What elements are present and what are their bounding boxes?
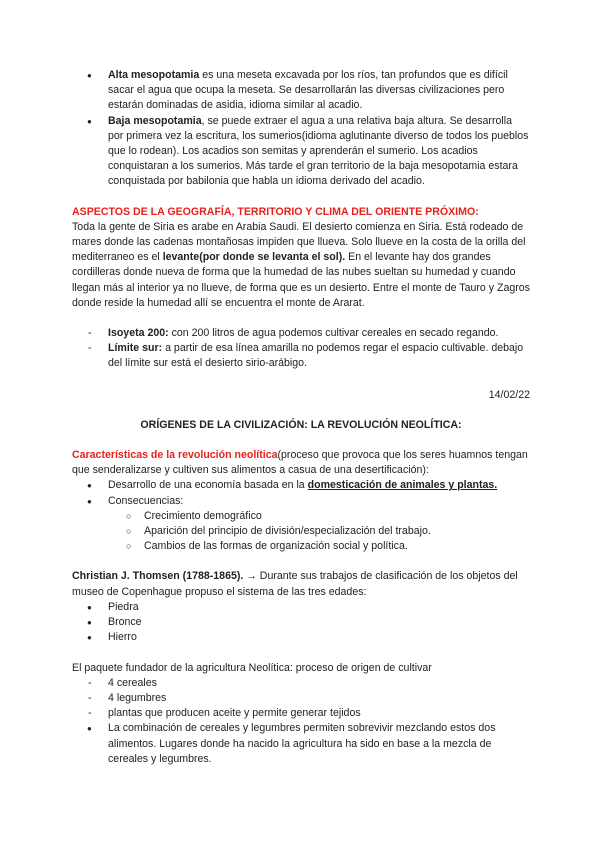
mesopotamia-list xyxy=(72,68,530,190)
section-title: ORÍGENES DE LA CIVILIZACIÓN: LA REVOLUCIÓN NEOLÍTICA: xyxy=(140,418,462,431)
term-alta-mesopotamia: Alta mesopotamia xyxy=(108,69,200,81)
neolithic-red-term: Características de la revolución neolítica xyxy=(72,449,278,462)
term-baja-mesopotamia: Baja mesopotamia xyxy=(108,114,202,127)
neolithic-intro: Características de la revolución neolítica(proceso que provoca que los seres huamnos tengan que senderalizarse y cultiven sus alimentos a casua de una desertificación): xyxy=(72,449,528,477)
date-label: 14/02/22 xyxy=(488,388,530,401)
list-item: - 4 cereales xyxy=(72,676,530,691)
list-item: ○ Cambios de las formas de organización social y política. xyxy=(72,539,530,554)
domestication-term: domesticación de animales y plantas. xyxy=(307,479,498,492)
geography-list xyxy=(72,326,530,372)
list-item-baja-mesopotamia xyxy=(72,114,530,190)
list-item-alta-mesopotamia xyxy=(72,68,530,114)
list-item: - plantas que producen aceite y permite generar tejidos xyxy=(72,706,530,721)
text-alta-mesopotamia: es una meseta excavada por los ríos, tan profundos que es difícil sacar el agua que ocupa la meseta. Se desarrollarán las diversas civilizaciones pero estarán dominadas de asidia, idioma similar al acadio. xyxy=(108,69,508,112)
agriculture-list xyxy=(72,676,530,722)
geography-heading: ASPECTOS DE LA GEOGRAFÍA, TERRITORIO Y CLIMA DEL ORIENTE PRÓXIMO: xyxy=(72,205,479,218)
text-baja-mesopotamia: , se puede extraer el agua a una relativa baja altura. Se desarrolla por primera vez la escritura, los sumerios(idioma aglutinante diverso de todos los pueblos que lo rodean). Los acadios son semitas y aprenderán el sumerio. Los acadios conquistaran a los sumerios. Más tarde el gran territorio de la baja mesopotamia estara conquistada por babilonia que habla un idioma derivado del acadio. xyxy=(108,114,529,188)
agriculture-intro: El paquete fundador de la agricultura Neolítica: proceso de origen de cultivar xyxy=(72,661,432,674)
neolithic-list xyxy=(72,478,530,508)
list-item: ● Bronce xyxy=(72,615,530,630)
list-item-limite-sur: - Límite sur: a partir de esa línea amarilla no podemos regar el espacio cultivable. debajo del límite sur está el desierto sirio-arábigo. xyxy=(72,341,530,371)
thomsen-term: Christian J. Thomsen (1788-1865). xyxy=(72,570,244,583)
list-item: - 4 legumbres xyxy=(72,691,530,706)
list-item-isoyeta: - Isoyeta 200: con 200 litros de agua podemos cultivar cereales en secado regando. xyxy=(72,326,530,341)
document-page xyxy=(72,68,530,767)
ages-list xyxy=(72,600,530,646)
list-item: ● Hierro xyxy=(72,630,530,645)
levante-term: levante(por donde se levanta el sol). xyxy=(162,251,346,264)
list-item: ○ Aparición del principio de división/especialización del trabajo. xyxy=(72,524,530,539)
consequences-list xyxy=(72,509,530,555)
list-item: ● Piedra xyxy=(72,600,530,615)
list-item-economia: ● Desarrollo de una economía basada en la domesticación de animales y plantas. xyxy=(72,478,530,493)
geography-paragraph: Toda la gente de Siria es arabe en Arabia Saudi. El desierto comienza en Siria. Está rodeado de mares donde las cadenas montañosas impiden que llueva. Solo llueve en la costa de la orilla del mediterraneo es el levante(por donde se levanta el sol). En el levante hay dos grandes cordilleras donde nueva de forma que la humedad de las nubes sueltan su humedad y cuando llegan más al interior ya no llueve, de forma que es un desierto. Entre el monte de Tauro y Zagros donde reside la humedad allí se encuentra el monte de Ararat. xyxy=(72,220,530,309)
thomsen-paragraph: Christian J. Thomsen (1788-1865). → Durante sus trabajos de clasificación de los objetos del museo de Copenhague propuso el sistema de las tres edades: xyxy=(72,570,518,598)
list-item: ○ Crecimiento demográfico xyxy=(72,509,530,524)
agriculture-bullet-list xyxy=(72,721,530,767)
list-item: ● La combinación de cereales y legumbres permiten sobrevivir mezclando estos dos alimentos. Lugares donde ha nacido la agricultura ha sido en base a la mezcla de cereales y legumbres. xyxy=(72,721,530,767)
list-item-consecuencias: ● Consecuencias: xyxy=(72,494,530,509)
